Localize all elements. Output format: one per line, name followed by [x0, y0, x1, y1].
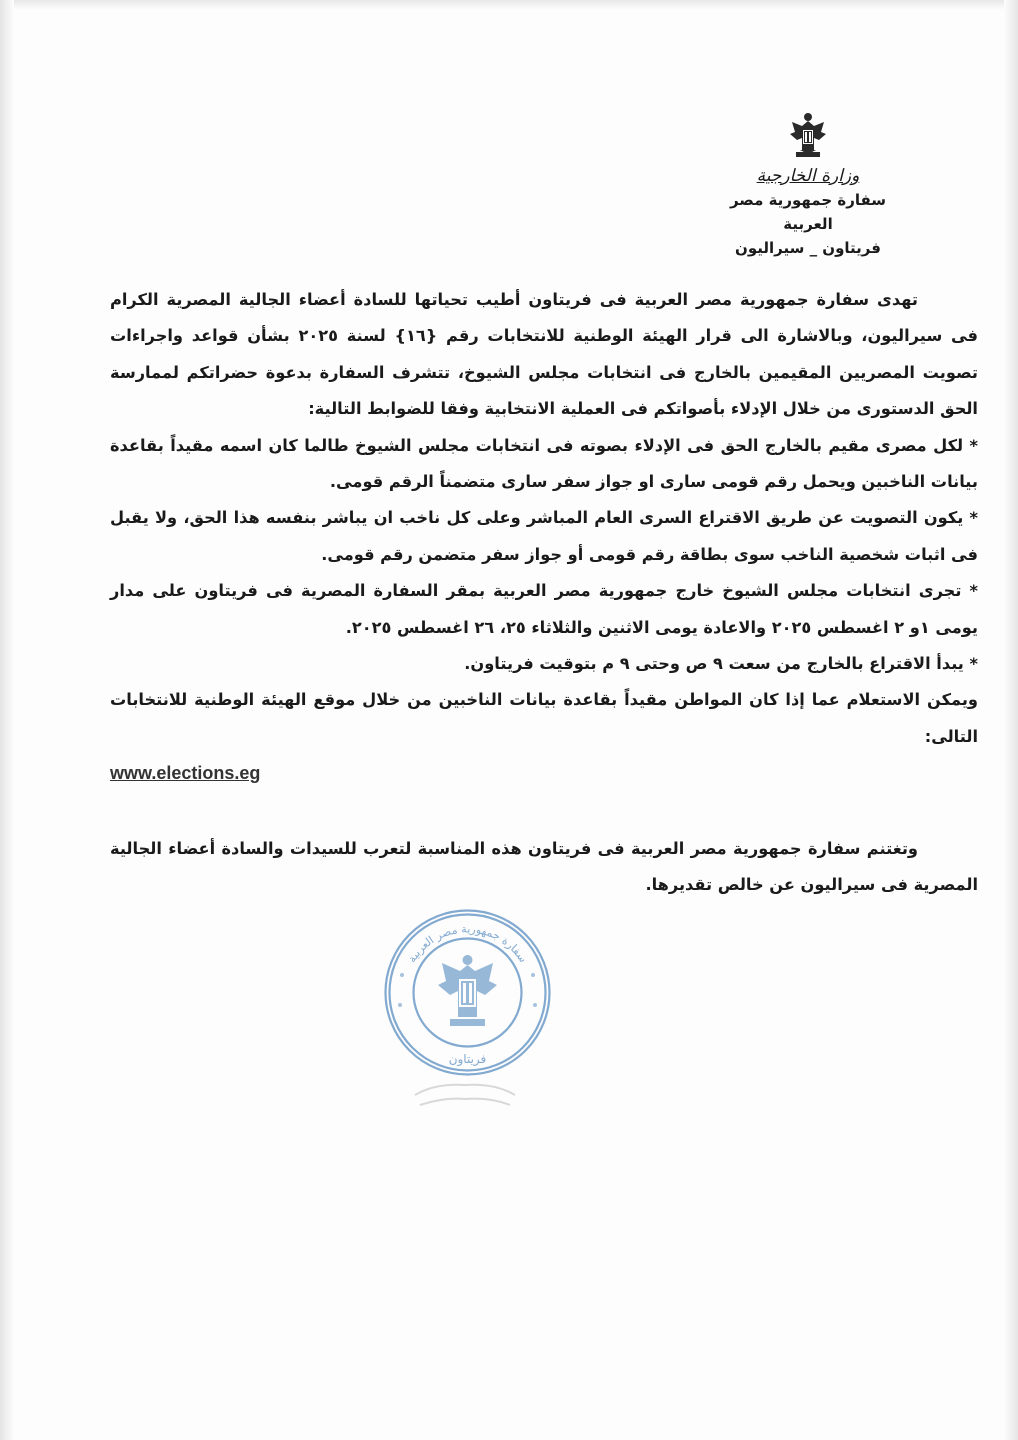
embassy-name: سفارة جمهورية مصر العربية	[729, 191, 887, 233]
letterhead	[708, 110, 908, 260]
bullet-voting-method: * يكون التصويت عن طريق الاقتراع السرى العام المباشر وعلى كل ناخب ان يباشر بنفسه هذا الحق، ولا يقبل فى اثبات شخصية الناخب سوى بطاقة رقم قومى أو جواز سفر متضمن رقم قومى.	[110, 508, 978, 564]
scan-shadow-top	[0, 0, 1018, 10]
bullet-voting-hours: * يبدأ الاقتراع بالخارج من سعت ٩ ص وحتى ٩ م بتوقيت فريتاون.	[464, 654, 978, 674]
stamp-city-text: فريتاون	[448, 1052, 487, 1066]
bullet-election-dates: * تجرى انتخابات مجلس الشيوخ خارج جمهورية مصر العربية بمقر السفارة المصرية فى فريتاون على مدار يومى ١و ٢ اغسطس ٢٠٢٥ والاعادة يومى الاثنين والثلاثاء ٢٥، ٢٦ اغسطس ٢٠٢٥.	[110, 581, 978, 637]
inquiry-paragraph: ويمكن الاستعلام عما إذا كان المواطن مقيداً بقاعدة بيانات الناخبين من خلال موقع الهيئة الوطنية للانتخابات التالى:	[110, 690, 978, 746]
embassy-location: فريتاون _ سيراليون	[735, 239, 881, 257]
website-line	[110, 755, 978, 792]
scan-shadow-left	[0, 0, 14, 1440]
paragraph-spacer	[110, 793, 978, 831]
closing-paragraph: وتغتنم سفارة جمهورية مصر العربية فى فريتاون هذه المناسبة لتعرب للسيدات والسادة أعضاء الجالية المصرية فى سيراليون عن خالص تقديرها.	[110, 838, 978, 895]
embassy-stamp	[380, 905, 555, 1080]
stamp-eagle-icon	[438, 955, 497, 1026]
scan-shadow-right	[1004, 0, 1018, 1440]
ministry-name: وزارة الخارجية	[756, 166, 860, 186]
bullet-right-to-vote: * لكل مصرى مقيم بالخارج الحق فى الإدلاء بصوته فى انتخابات مجلس الشيوخ طالما كان اسمه مقيداً بقاعدة بيانات الناخبين ويحمل رقم قومى سارى او جواز سفر سارى متضمناً الرقم قومى.	[110, 435, 978, 492]
elections-website-link[interactable]: www.elections.eg	[110, 763, 261, 784]
eagle-emblem-icon	[788, 110, 828, 162]
letter-body	[110, 282, 978, 904]
stamp-ring-text: سفارة جمهورية مصر العربية	[405, 922, 530, 965]
intro-paragraph: تهدى سفارة جمهورية مصر العربية فى فريتاون أطيب تحياتها للسادة أعضاء الجالية المصرية الكرام فى سيراليون، وبالاشارة الى قرار الهيئة الوطنية للانتخابات رقم {١٦} لسنة ٢٠٢٥ بشأن قواعد واجراءات تصويت المصريين المقيمين بالخارج فى انتخابات مجلس الشيوخ، تتشرف السفارة بدعوة حضراتكم لممارسة الحق الدستورى من خلال الإدلاء بأصواتكم فى العملية الانتخابية وفقا للضوابط التالية:	[110, 290, 978, 419]
stamp-ghost-mark	[405, 1075, 525, 1115]
